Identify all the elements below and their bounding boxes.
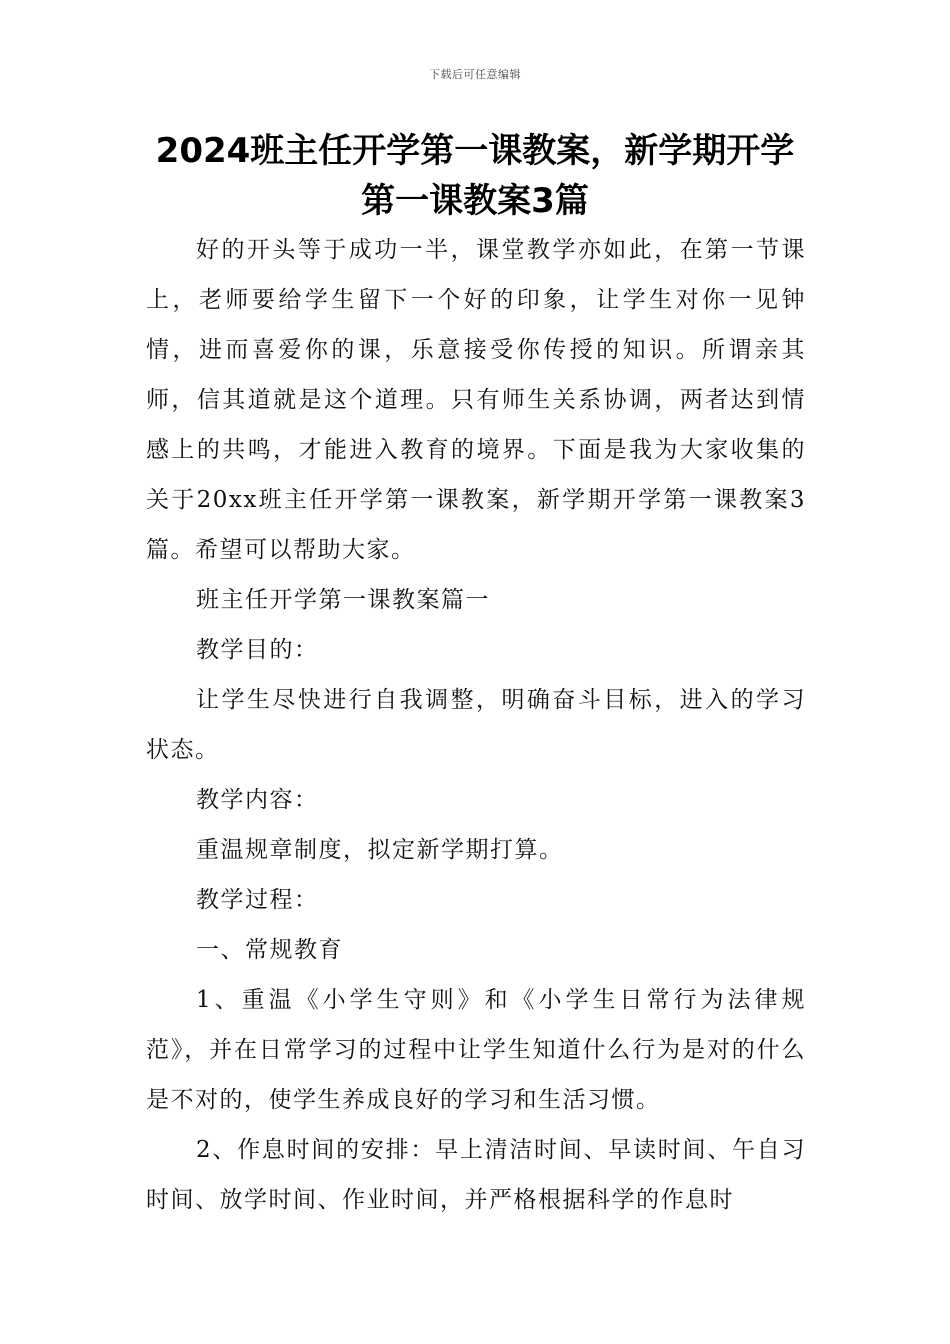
document-title xyxy=(60,126,890,226)
title-line-2: 第一课教案3篇 xyxy=(361,181,589,221)
teaching-content-text: 重温规章制度，拟定新学期打算。 xyxy=(196,837,564,863)
teaching-purpose-label: 教学目的： xyxy=(196,637,319,663)
list-item-2: 2、作息时间的安排：早上清洁时间、早读时间、午自习时间、放学时间、作业时间，并严格根据科学的作息时 xyxy=(146,1137,806,1213)
section-heading: 班主任开学第一课教案篇一 xyxy=(196,587,490,613)
list-item-1: 1、重温《小学生守则》和《小学生日常行为法律规范》，并在日常学习的过程中让学生知道什么行为是对的什么是不对的，使学生养成良好的学习和生活习惯。 xyxy=(146,987,806,1113)
teaching-process-label: 教学过程： xyxy=(196,887,319,913)
title-line-1: 2024班主任开学第一课教案，新学期开学 xyxy=(155,131,795,171)
intro-paragraph: 好的开头等于成功一半，课堂教学亦如此，在第一节课上，老师要给学生留下一个好的印象，让学生对你一见钟情，进而喜爱你的课，乐意接受你传授的知识。所谓亲其师，信其道就是这个道理。只有师生关系协调，两者达到情感上的共鸣，才能进入教育的境界。下面是我为大家收集的关于20xx班主任开学第一课教案，新学期开学第一课教案3篇。希望可以帮助大家。 xyxy=(146,237,806,563)
teaching-purpose-text: 让学生尽快进行自我调整，明确奋斗目标，进入的学习状态。 xyxy=(146,687,806,763)
header-note: 下载后可任意编辑 xyxy=(429,68,521,81)
teaching-content-label: 教学内容： xyxy=(196,787,319,813)
document-body xyxy=(146,225,806,1225)
subsection-heading: 一、常规教育 xyxy=(196,937,343,963)
